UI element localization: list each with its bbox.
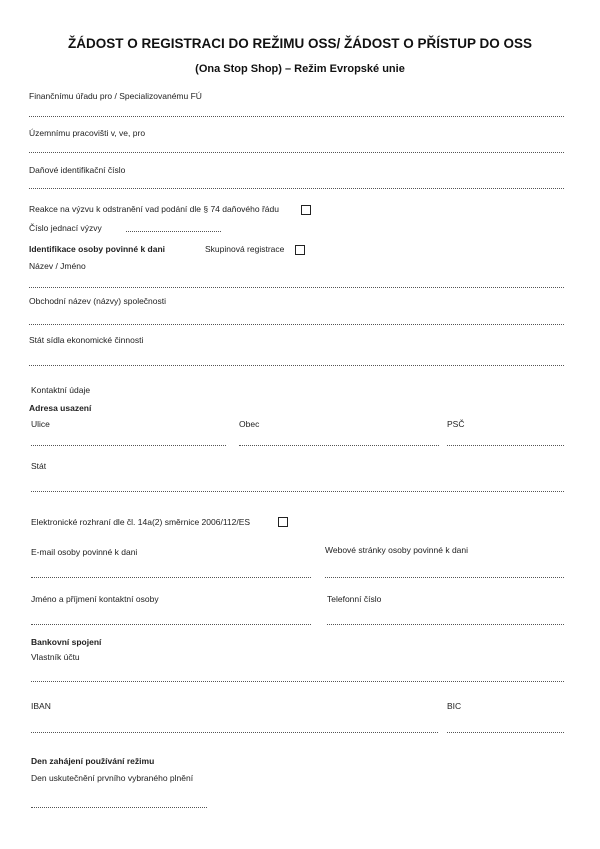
ulice-label: Ulice [31,419,50,429]
adresa-heading: Adresa usazení [29,403,92,413]
nazev-label: Název / Jméno [29,261,86,271]
psc-label: PSČ [447,419,465,429]
elektronicke-rozhrani-label: Elektronické rozhraní dle čl. 14a(2) směrnice 2006/112/ES [31,517,251,527]
stat-label: Stát [31,461,47,471]
nazev-field[interactable] [29,287,564,288]
kontaktni-osoba-field[interactable] [31,624,311,625]
reakce-checkbox[interactable] [301,205,311,215]
dic-label: Daňové identifikační číslo [29,165,126,175]
bic-field[interactable] [447,732,564,733]
web-label: Webové stránky osoby povinné k dani [325,545,469,555]
uzemni-pracoviste-label: Územnímu pracovišti v, ve, pro [29,128,146,138]
den-uskutecneni-label: Den uskutečnění prvního vybraného plnění [31,773,194,783]
uzemni-pracoviste-field[interactable] [29,152,564,153]
bic-label: BIC [447,701,462,711]
iban-field[interactable] [31,732,438,733]
obec-label: Obec [239,419,260,429]
den-zahajeni-heading: Den zahájení používání režimu [31,756,155,766]
skupinova-checkbox[interactable] [295,245,305,255]
web-field[interactable] [325,577,564,578]
cislo-jednaci-label: Číslo jednací výzvy [29,223,102,233]
stat-sidla-field[interactable] [29,365,564,366]
obchodni-nazev-label: Obchodní název (názvy) společnosti [29,296,167,306]
kontaktni-udaje-label: Kontaktní údaje [31,385,91,395]
obchodni-nazev-field[interactable] [29,324,564,325]
psc-field[interactable] [447,445,564,446]
dic-field[interactable] [29,188,564,189]
ulice-field[interactable] [31,445,226,446]
iban-label: IBAN [31,701,51,711]
stat-sidla-label: Stát sídla ekonomické činnosti [29,335,144,345]
elektronicke-rozhrani-checkbox[interactable] [278,517,288,527]
email-field[interactable] [31,577,311,578]
stat-field[interactable] [31,491,564,492]
den-uskutecneni-field[interactable] [31,807,207,808]
telefon-label: Telefonní číslo [327,594,382,604]
financni-urad-label: Finančnímu úřadu pro / Specializovanému FÚ [29,91,202,101]
identifikace-heading: Identifikace osoby povinné k dani [29,244,166,254]
page-title: ŽÁDOST O REGISTRACI DO REŽIMU OSS/ ŽÁDOST O PŘÍSTUP DO OSS [67,36,533,51]
skupinova-label: Skupinová registrace [205,244,285,254]
vlastnik-uctu-field[interactable] [31,681,564,682]
telefon-field[interactable] [327,624,564,625]
reakce-label: Reakce na výzvu k odstranění vad podání dle § 74 daňového řádu [29,204,279,214]
vlastnik-uctu-label: Vlastník účtu [31,652,80,662]
email-label: E-mail osoby povinné k dani [31,547,138,557]
cislo-jednaci-field[interactable] [126,231,221,232]
bankovni-heading: Bankovní spojení [31,637,102,647]
financni-urad-field[interactable] [29,116,564,117]
obec-field[interactable] [239,445,439,446]
page-subtitle: (Ona Stop Shop) – Režim Evropské unie [195,63,405,75]
kontaktni-osoba-label: Jméno a příjmení kontaktní osoby [31,594,159,604]
